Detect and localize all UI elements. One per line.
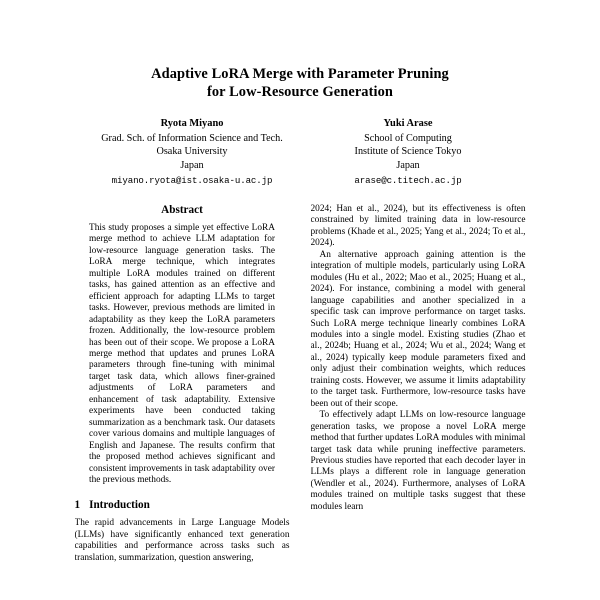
right-column-paragraph: To effectively adapt LLMs on low-resource language generation tasks, we propose a novel LoRA merge method that further updates LoRA modules with minimal target task data while pruning ineffective parameters. Previous studies have reported that each decoder layer in LLMs plays a different role in language generation (Wendler et al., 2024). Furthermore, analyses of LoRA modules trained on multiple tasks suggest that these modules learn <box>310 410 526 512</box>
author-affiliation-line: School of Computing <box>364 132 452 144</box>
author-affiliation-line: Osaka University <box>156 146 228 158</box>
author-entry <box>84 117 300 188</box>
right-column-paragraph: 2024; Han et al., 2024), but its effectiveness is often constrained by limited training data in low-resource problems (Khade et al., 2025; Yang et al., 2024; To et al., 2024). <box>310 204 526 249</box>
abstract-heading: Abstract <box>161 204 203 216</box>
paper-title-line-2: for Low-Resource Generation <box>206 83 393 100</box>
author-entry <box>300 117 516 188</box>
title-block <box>0 0 600 188</box>
author-affiliation-line: Institute of Science Tokyo <box>354 146 462 158</box>
author-affiliation-line: Grad. Sch. of Information Science and Tech. <box>101 132 283 144</box>
author-email[interactable]: arase@c.titech.ac.jp <box>354 175 462 187</box>
paper-title-line-1: Adaptive LoRA Merge with Parameter Pruning <box>151 66 449 82</box>
section-heading-introduction <box>75 499 290 511</box>
abstract-text: This study proposes a simple yet effective LoRA merge method to achieve LLM adaptation for low-resource language generation tasks. The LoRA merge technique, which integrates multiple LoRA modules trained on different tasks, has gained attention as an effective and efficient approach for adapting LLMs to target tasks. However, previous methods are limited in adaptability as they keep the LoRA parameters frozen. Additionally, the low-resource problem has been out of their scope. We propose a LoRA merge method that updates and prunes LoRA parameters through fine-tuning with minimal target task data, which allows finer-grained adjustments of LoRA parameters and enhancement of task adaptability. Extensive experiments have been conducted taking summarization as a benchmark task. Our datasets cover various domains and multiple languages of English and Japanese. The results confirm that the proposed method achieves significant and consistent improvements in task adaptability over the previous methods. <box>89 223 275 485</box>
author-name: Yuki Arase <box>383 118 433 129</box>
abstract-section <box>89 204 275 486</box>
section-title: Introduction <box>89 499 150 512</box>
right-column <box>311 204 526 600</box>
right-column-paragraph: An alternative approach gaining attention is the integration of multiple models, particularly using LoRA modules (Hu et al., 2022; Mao et al., 2025; Huang et al., 2024). For instance, combining a model with general language capabilities and another specialized in a specific task can improve performance on target tasks. Such LoRA merge technique linearly combines LoRA modules into a single model. Existing studies (Zhao et al., 2024b; Huang et al., 2024; Wu et al., 2024; Wang et al., 2024) typically keep module parameters fixed and only adjust their combination weights, which reduces training costs. However, we assume it limits adaptability to the target task. Furthermore, low-resource tasks have been out of their scope. <box>310 249 526 409</box>
author-block <box>0 117 600 188</box>
section-number: 1 <box>74 499 81 512</box>
author-name: Ryota Miyano <box>160 118 224 129</box>
introduction-paragraph: The rapid advancements in Large Language Models (LLMs) have significantly enhanced text generation capabilities and performance across tasks such as translation, summarization, question answering, <box>74 518 290 563</box>
page-title <box>85 66 515 101</box>
left-column <box>75 204 290 600</box>
two-column-body <box>0 204 600 600</box>
author-email[interactable]: miyano.ryota@ist.osaka-u.ac.jp <box>111 175 273 187</box>
author-country: Japan <box>396 159 420 171</box>
author-country: Japan <box>180 159 204 171</box>
